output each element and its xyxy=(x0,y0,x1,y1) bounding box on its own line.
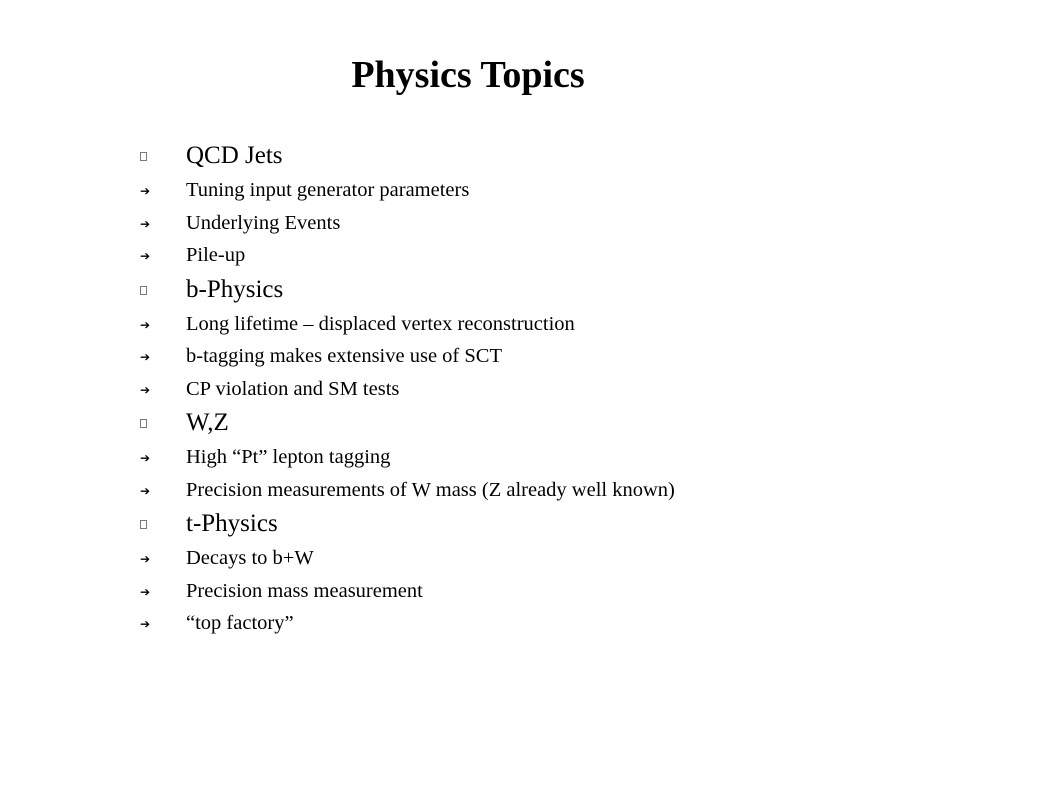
list-item xyxy=(140,174,1020,207)
topic-label: QCD Jets xyxy=(186,142,283,169)
list-item xyxy=(140,373,1020,406)
list-item xyxy=(140,575,1020,608)
square-bullet-icon xyxy=(140,520,147,529)
list-item-text: Tuning input generator parameters xyxy=(186,179,470,201)
list-item-text: Precision mass measurement xyxy=(186,579,423,602)
arrow-bullet-icon: ➔ xyxy=(140,552,151,566)
square-bullet-icon xyxy=(140,419,147,428)
list-item xyxy=(140,441,1020,474)
list-item-text: Long lifetime – displaced vertex reconstruction xyxy=(186,312,575,335)
list-item-text: Underlying Events xyxy=(186,211,341,234)
list-item-text: “top factory” xyxy=(186,612,294,634)
list-item xyxy=(140,607,1020,640)
list-item-text: High “Pt” lepton tagging xyxy=(186,446,391,468)
arrow-bullet-icon: ➔ xyxy=(140,249,151,263)
topic-label: b-Physics xyxy=(186,275,284,303)
list-item-text: Decays to b+W xyxy=(186,547,314,569)
topic-heading xyxy=(140,405,1020,441)
list-item xyxy=(140,542,1020,575)
arrow-bullet-icon: ➔ xyxy=(140,483,151,498)
list-item xyxy=(140,207,1020,240)
topic-heading xyxy=(140,138,1020,174)
slide-title: Physics Topics xyxy=(351,54,585,96)
topic-label: t-Physics xyxy=(186,510,278,537)
list-item xyxy=(140,474,1020,507)
topic-label: W,Z xyxy=(186,409,229,436)
list-item xyxy=(140,239,1020,272)
arrow-bullet-icon: ➔ xyxy=(140,382,151,397)
list-item xyxy=(140,340,1020,373)
arrow-bullet-icon: ➔ xyxy=(140,451,151,465)
square-bullet-icon xyxy=(140,286,147,295)
arrow-bullet-icon: ➔ xyxy=(140,216,151,231)
list-item-text: Pile-up xyxy=(186,244,246,266)
topic-heading xyxy=(140,272,1020,308)
topic-heading xyxy=(140,506,1020,542)
arrow-bullet-icon: ➔ xyxy=(140,350,151,364)
arrow-bullet-icon: ➔ xyxy=(140,617,151,631)
arrow-bullet-icon: ➔ xyxy=(140,184,151,198)
arrow-bullet-icon: ➔ xyxy=(140,584,151,599)
square-bullet-icon xyxy=(140,152,147,161)
topic-list xyxy=(140,138,1020,640)
list-item xyxy=(140,308,1020,341)
list-item-text: Precision measurements of W mass (Z already well known) xyxy=(186,478,675,501)
list-item-text: CP violation and SM tests xyxy=(186,377,400,400)
list-item-text: b-tagging makes extensive use of SCT xyxy=(186,345,502,367)
arrow-bullet-icon: ➔ xyxy=(140,317,151,332)
